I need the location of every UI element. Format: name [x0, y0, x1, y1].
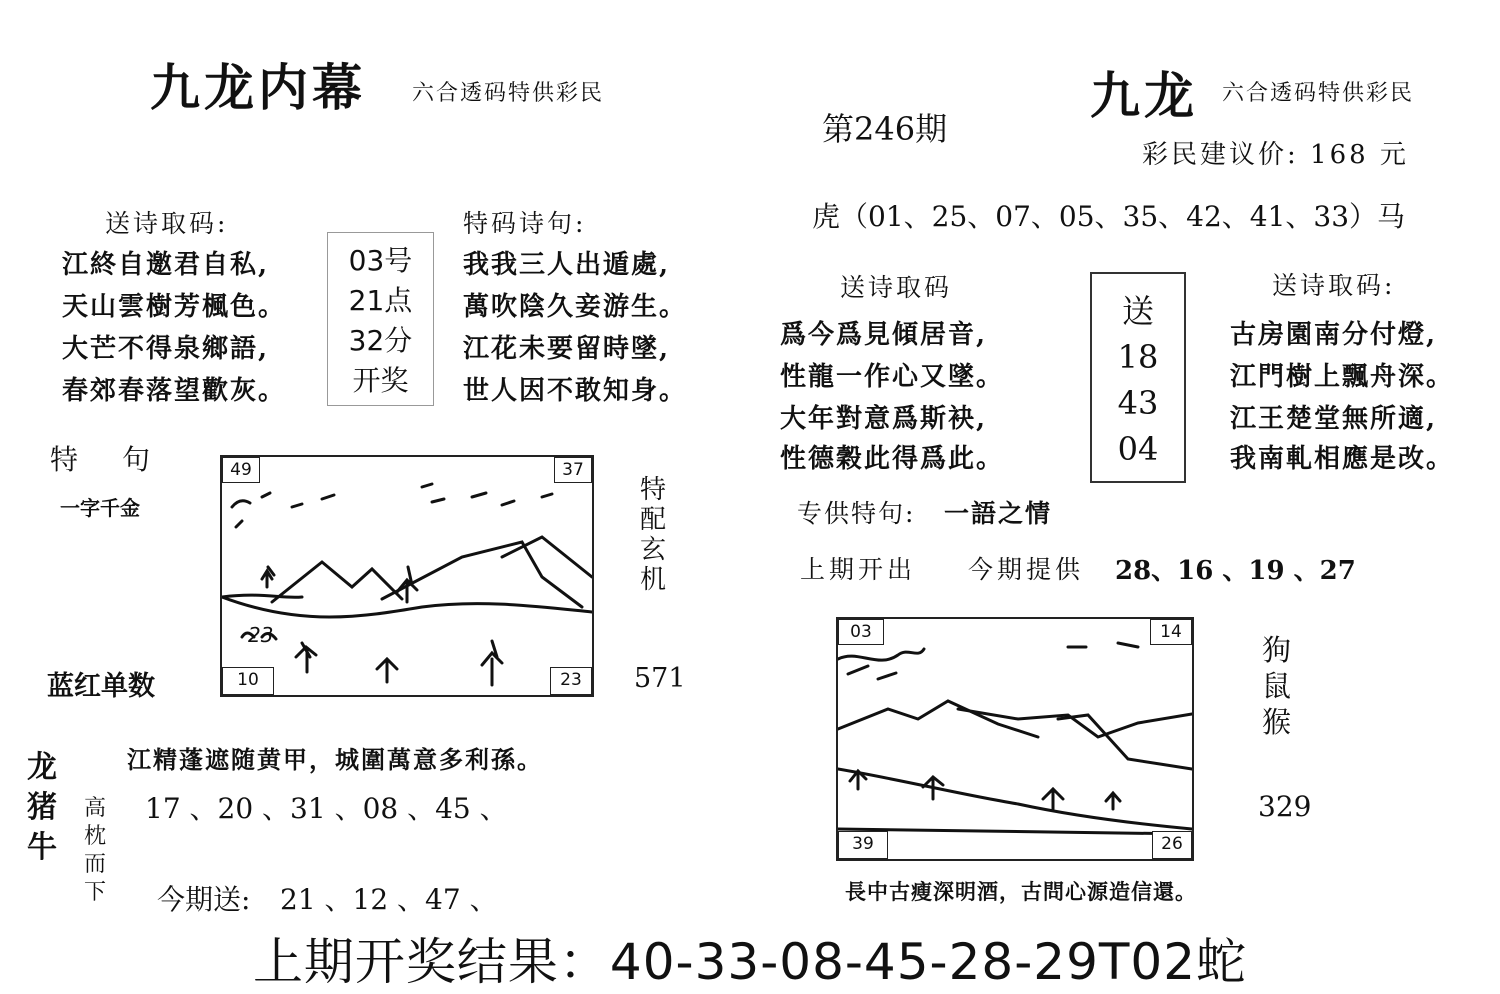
poem-line: 大芒不得泉鄉語,	[62, 334, 270, 364]
zodiac-char: 猴	[1262, 705, 1292, 739]
left-numbers-line: 17 、20 、31 、08 、45 、	[145, 792, 508, 825]
vertical-char: 机	[640, 565, 667, 595]
corner-number-bottom-left: 39	[838, 831, 888, 859]
left-special-poem-header: 特码诗句:	[463, 209, 587, 238]
last-period-label: 上期开出	[800, 555, 917, 584]
vertical-char: 配	[640, 505, 667, 535]
poem-line: 萬吹陰久妾游生。	[463, 292, 688, 322]
poem-line: 大年對意爲斯袂,	[780, 404, 988, 434]
zodiac-char: 牛	[27, 830, 57, 865]
right-title: 九龙	[1090, 66, 1198, 125]
time-hour: 03号	[348, 244, 413, 277]
tiger-line: 虎（01、25、07、05、35、42、41、33）马	[812, 200, 1406, 233]
left-vertical-label	[640, 475, 666, 595]
send-label: 今期送:	[157, 883, 251, 916]
te-ju-value: 一字千金	[60, 496, 140, 520]
left-poem-line: 江精蓬遮随黄甲，城圍萬意多利孫。	[127, 745, 543, 774]
vertical-char: 特	[640, 475, 667, 505]
send-number: 43	[1117, 384, 1159, 422]
poem-line: 江王楚堂無所適,	[1230, 404, 1438, 434]
special-line-label: 专供特句:	[797, 499, 916, 528]
footer-result: 上期开奖结果：40-33-08-45-28-29T02蛇	[252, 933, 1248, 991]
vertical-char: 而	[84, 852, 107, 877]
send-number: 18	[1117, 338, 1159, 376]
send-number: 04	[1117, 430, 1159, 468]
special-line-value: 一語之情	[944, 499, 1053, 528]
time-minute: 32分	[348, 324, 413, 357]
left-send-poem-header: 送诗取码:	[105, 209, 229, 238]
corner-number-top-right: 14	[1150, 619, 1192, 645]
right-send-poem-header-2: 送诗取码:	[1272, 271, 1396, 300]
corner-number-top-left: 49	[222, 457, 260, 483]
zodiac-char: 猪	[27, 790, 57, 825]
time-draw: 开奖	[352, 364, 409, 397]
this-period-label: 今期提供	[968, 555, 1085, 584]
right-zodiac-vertical	[1262, 632, 1291, 740]
poem-line: 江門樹上飄舟深。	[1230, 362, 1455, 392]
time-point: 21点	[348, 284, 413, 317]
corner-number-top-left: 03	[838, 619, 884, 645]
left-title: 九龙内幕	[150, 58, 366, 117]
corner-number-top-right: 37	[554, 457, 592, 483]
left-zodiac-vertical	[27, 748, 57, 868]
right-side-number: 329	[1258, 790, 1312, 823]
zodiac-char: 鼠	[1262, 669, 1292, 703]
corner-number-bottom-right: 23	[550, 667, 592, 695]
right-landscape-image	[836, 617, 1194, 861]
poem-line: 我我三人出遁處,	[463, 250, 671, 280]
right-bottom-poem: 長中古瘦深明酒，古問心源造信還。	[845, 879, 1197, 904]
blue-red-label: 蓝红单数	[47, 671, 155, 702]
right-send-poem-header-1: 送诗取码	[840, 273, 953, 302]
image-scribble: 23	[248, 623, 274, 647]
this-period-numbers: 28、16 、19 、27	[1115, 556, 1356, 586]
vertical-char: 枕	[84, 824, 107, 849]
poem-line: 性德穀此得爲此。	[780, 444, 1005, 474]
landscape-drawing	[222, 457, 592, 695]
right-center-box	[1090, 272, 1186, 483]
te-ju-label: 特 句	[50, 443, 159, 476]
zodiac-char: 龙	[27, 750, 57, 785]
poem-line: 世人因不敢知身。	[463, 376, 688, 406]
poem-line: 我南軋相應是改。	[1230, 444, 1455, 474]
poem-line: 爲今爲見傾居音,	[780, 320, 988, 350]
vertical-char: 高	[84, 796, 107, 821]
landscape-drawing	[838, 619, 1192, 859]
blue-red-value: 571	[634, 663, 686, 694]
vertical-char: 下	[84, 880, 107, 905]
left-landscape-image	[220, 455, 594, 697]
zodiac-char: 狗	[1262, 633, 1292, 667]
send-numbers: 21 、12 、47 、	[280, 883, 498, 916]
price: 彩民建议价: 168 元	[1142, 140, 1409, 170]
left-subtitle: 六合透码特供彩民	[412, 81, 605, 106]
corner-number-bottom-right: 26	[1152, 831, 1192, 859]
right-subtitle: 六合透码特供彩民	[1222, 81, 1415, 106]
vertical-char: 玄	[640, 535, 667, 565]
poem-line: 性龍一作心又墜。	[780, 362, 1005, 392]
poem-line: 江終自邀君自私,	[62, 250, 270, 280]
corner-number-bottom-left: 10	[222, 667, 274, 695]
poem-line: 江花未要留時墜,	[463, 334, 671, 364]
poem-line: 天山雲樹芳楓色。	[62, 292, 287, 322]
issue-number: 第246期	[822, 110, 948, 148]
gao-zhen-vertical	[84, 795, 106, 907]
poem-line: 春郊春落望歡灰。	[62, 376, 287, 406]
left-center-box	[327, 232, 434, 406]
send-label-char: 送	[1121, 292, 1154, 330]
poem-line: 古房園南分付燈,	[1230, 320, 1438, 350]
